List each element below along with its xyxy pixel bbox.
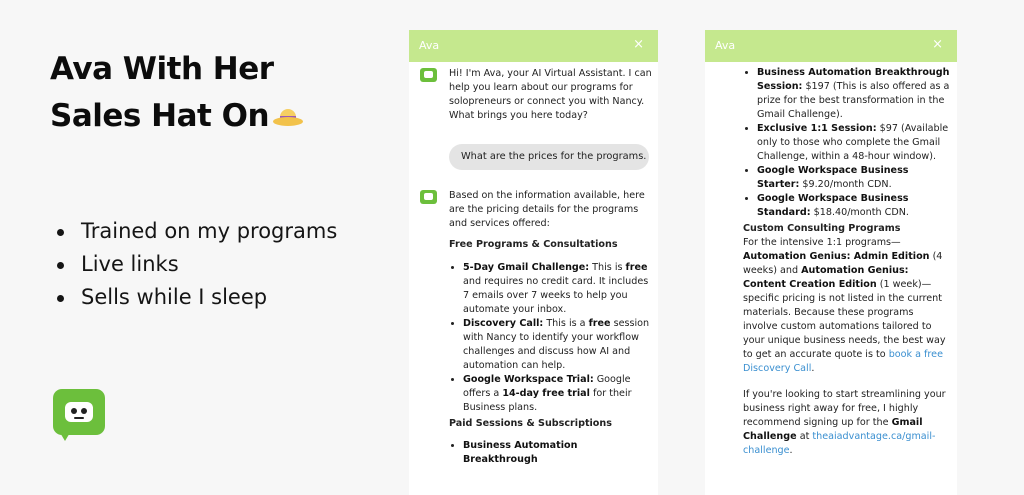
- section-heading: Paid Sessions & Subscriptions: [449, 418, 612, 429]
- list-item: • Google Workspace Business Standard: $18.40/month CDN.: [757, 192, 951, 220]
- list-item: • 5-Day Gmail Challenge: This is free and requires no credit card. It includes 7 emails over 7 weeks to help you automate your inbox.: [463, 261, 653, 317]
- robot-chat-icon: [53, 389, 105, 441]
- bot-message-greeting: Hi! I'm Ava, your AI Virtual Assistant. I can help you learn about our programs for solopreneurs or connect you with Nancy. What brings you here today?: [449, 68, 652, 121]
- paragraph: If you're looking to start streamlining your business right away for free, I highly recommend signing up for the Gmail Challenge at theaiadvantage.ca/gmail-challenge.: [743, 389, 946, 456]
- hat-icon: [273, 106, 303, 128]
- robot-avatar-icon: [420, 68, 437, 84]
- chat-title: Ava: [715, 39, 736, 52]
- section-heading: Free Programs & Consultations: [449, 239, 618, 250]
- bot-message-pricing: [449, 189, 653, 469]
- feature-item: Trained on my programs: [55, 215, 337, 248]
- feature-item: Live links: [55, 248, 337, 281]
- headline: [50, 46, 380, 140]
- list-item: • Google Workspace Trial: Google offers a 14-day free trial for their Business plans.: [463, 373, 653, 415]
- headline-line-2-text: Sales Hat On: [50, 98, 270, 134]
- close-icon[interactable]: ×: [633, 37, 644, 52]
- gmail-challenge-link[interactable]: theaiadvantage.ca/gmail-challenge: [743, 431, 936, 456]
- discovery-call-link[interactable]: book a free Discovery Call: [743, 349, 943, 374]
- chat-header: [409, 30, 658, 62]
- headline-line-2: [50, 93, 380, 140]
- close-icon[interactable]: ×: [932, 37, 943, 52]
- list-item: • Discovery Call: This is a free session with Nancy to identify your workflow challenges and discuss how AI and automation can help.: [463, 317, 653, 373]
- list-item: • Business Automation Breakthrough: [463, 439, 653, 467]
- bot-message-pricing-continued: [743, 66, 951, 458]
- paragraph: For the intensive 1:1 programs—Automation Genius: Admin Edition (4 weeks) and Automation Genius: Content Creation Edition (1 week)—specific pricing is not listed in the current materials. Because these programs involve custom automations tailored to your unique business needs, the best way to get an accurate quote is to book a free Discovery Call.: [743, 237, 946, 374]
- list-item: • Business Automation Breakthrough Session: $197 (This is also offered as a prize for the best transformation in the Gmail Challenge).: [757, 66, 951, 122]
- feature-item: Sells while I sleep: [55, 281, 337, 314]
- user-message: What are the prices for the programs.: [449, 144, 649, 170]
- feature-list: [55, 215, 337, 314]
- section-heading: Custom Consulting Programs: [743, 223, 901, 234]
- headline-line-1: Ava With Her: [50, 51, 274, 87]
- robot-avatar-icon: [420, 190, 437, 206]
- chat-window-1: [409, 30, 658, 495]
- answer-intro: Based on the information available, here are the pricing details for the programs and services offered:: [449, 190, 645, 229]
- chat-window-2: [705, 30, 957, 495]
- list-item: • Exclusive 1:1 Session: $97 (Available only to those who complete the Gmail Challenge, within a 48-hour window).: [757, 122, 951, 164]
- chat-title: Ava: [419, 39, 440, 52]
- chat-header: [705, 30, 957, 62]
- list-item: • Google Workspace Business Starter: $9.20/month CDN.: [757, 164, 951, 192]
